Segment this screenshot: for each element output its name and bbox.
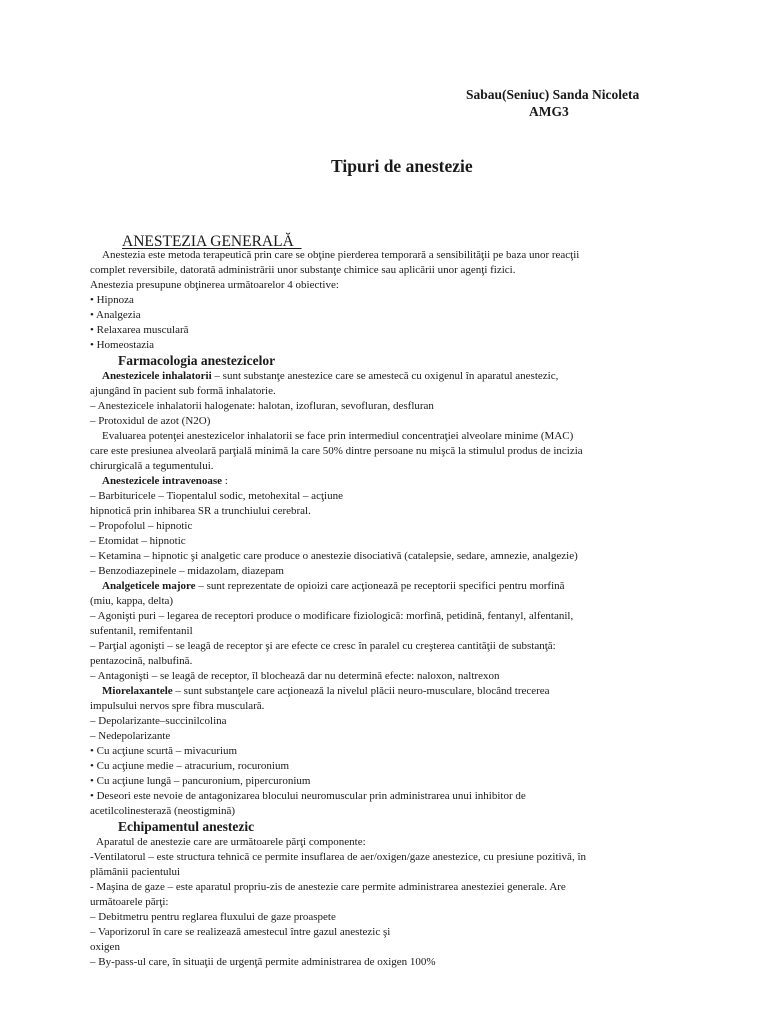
list-item: – Etomidat – hipnotic [90, 535, 186, 547]
author-name: Sabau(Seniuc) Sanda Nicoleta [466, 87, 640, 102]
term-analgetice: Analgeticele majore [102, 580, 196, 592]
list-item: – Agonişti puri – legarea de receptori produce o modificare fiziologică: morfină, petidină, fentanyl, alfentanil, [90, 610, 574, 622]
author-block [466, 86, 666, 120]
term-miorelaxante: Miorelaxantele [102, 685, 173, 697]
list-item: – Propofolul – hipnotic [90, 520, 193, 532]
paragraph-line: hipnotică prin inhibarea SR a trunchiului cerebral. [90, 505, 311, 517]
list-item: – Depolarizante–succinilcolina [90, 715, 227, 727]
list-item: • Cu acţiune lungă – pancuronium, pipercuronium [90, 775, 311, 787]
list-item: – Anestezicele inhalatorii halogenate: halotan, izofluran, sevofluran, desfluran [90, 400, 434, 412]
list-item: -Ventilatorul – este structura tehnică ce permite insuflarea de aer/oxigen/gaze anestezice, cu presiune pozitivă, în [90, 851, 586, 863]
paragraph-line [90, 474, 680, 489]
list-item: • Homeostazia [90, 339, 155, 351]
list-item: • Cu acţiune medie – atracurium, rocuronium [90, 760, 290, 772]
list-item: – Benzodiazepinele – midazolam, diazepam [90, 565, 284, 577]
list-item: – Nedepolarizante [90, 730, 171, 742]
document-body [90, 248, 680, 970]
paragraph-line: care este presiunea alveolară parţială minimă la care 50% dintre persoane nu mişcă la stimulul produs de incizia [90, 445, 583, 457]
term-definition: – sunt substanţe anestezice care se amestecă cu oxigenul în aparatul anestezic, [211, 370, 559, 382]
term-definition: – sunt reprezentate de opioizi care acţionează pe receptorii specifici pentru morfină [195, 580, 565, 592]
term-intravenoase: Anestezicele intravenoase [102, 475, 223, 487]
list-item: - Maşina de gaze – este aparatul propriu-zis de anestezie care permite administrarea anesteziei generale. Are [90, 881, 566, 893]
paragraph-line: sufentanil, remifentanil [90, 625, 193, 637]
document-title: Tipuri de anestezie [331, 156, 473, 176]
term-definition: : [222, 475, 228, 487]
paragraph-line: Evaluarea potenţei anestezicelor inhalatorii se face prin intermediul concentraţiei alveolare minime (MAC) [102, 430, 574, 442]
list-item: – Antagonişti – se leagă de receptor, îl blochează dar nu determină efecte: naloxon, naltrexon [90, 670, 500, 682]
list-item: – Barbituricele – Tiopentalul sodic, metohexital – acţiune [90, 490, 343, 502]
subheading-pharmacology: Farmacologia anestezicelor [118, 353, 276, 368]
paragraph-line: chirurgicală a tegumentului. [90, 460, 214, 472]
list-item: • Cu acţiune scurtă – mivacurium [90, 745, 238, 757]
paragraph-line: Aparatul de anestezie care are următoarele părţi componente: [96, 836, 366, 848]
subheading-equipment: Echipamentul anestezic [118, 819, 255, 834]
list-item: – Debitmetru pentru reglarea fluxului de gaze proaspete [90, 911, 336, 923]
list-item: • Deseori este nevoie de antagonizarea blocului neuromuscular prin administrarea unui inhibitor de [90, 790, 526, 802]
author-group: AMG3 [529, 104, 569, 119]
paragraph-line: plămânii pacientului [90, 866, 181, 878]
paragraph-line: Anestezia presupune obţinerea următoarelor 4 obiective: [90, 279, 339, 291]
paragraph-line: Anestezia este metoda terapeutică prin care se obţine pierderea temporară a sensibilităţii pe baza unor reacţii [102, 249, 580, 261]
paragraph-line: următoarele părţi: [90, 896, 169, 908]
paragraph-line: acetilcolinesterază (neostigmină) [90, 805, 236, 817]
list-item: • Relaxarea musculară [90, 324, 189, 336]
paragraph-line [90, 369, 680, 384]
list-item: – Vaporizorul în care se realizează amestecul între gazul anestezic şi [90, 926, 391, 938]
paragraph-line: impulsului nervos spre fibra musculară. [90, 700, 265, 712]
paragraph-line [90, 684, 680, 699]
list-item: • Analgezia [90, 309, 141, 321]
list-item: – By-pass-ul care, în situaţii de urgenţă permite administrarea de oxigen 100% [90, 956, 436, 968]
paragraph-line: (miu, kappa, delta) [90, 595, 174, 607]
paragraph-line: pentazocină, nalbufină. [90, 655, 193, 667]
paragraph-line: oxigen [90, 941, 120, 953]
list-item: – Parţial agonişti – se leagă de receptor şi are efecte ce cresc în paralel cu creşterea cantităţii de substanţă: [90, 640, 556, 652]
list-item: • Hipnoza [90, 294, 134, 306]
list-item: – Ketamina – hipnotic şi analgetic care produce o anestezie disociativă (catalepsie, sedare, amnezie, analgezie) [90, 550, 578, 562]
paragraph-line: ajungând în pacient sub formă inhalatorie. [90, 385, 276, 397]
term-inhalatorii: Anestezicele inhalatorii [102, 370, 212, 382]
section-heading-anestezia-generala: ANESTEZIA GENERALĂ [122, 233, 302, 250]
paragraph-line: complet reversibile, datorată administrării unor substanţe chimice sau aplicării unor agenţi fizici. [90, 264, 516, 276]
list-item: – Protoxidul de azot (N2O) [90, 415, 211, 427]
paragraph-line [90, 579, 680, 594]
term-definition: – sunt substanţele care acţionează la nivelul plăcii neuro-musculare, blocând trecerea [172, 685, 550, 697]
